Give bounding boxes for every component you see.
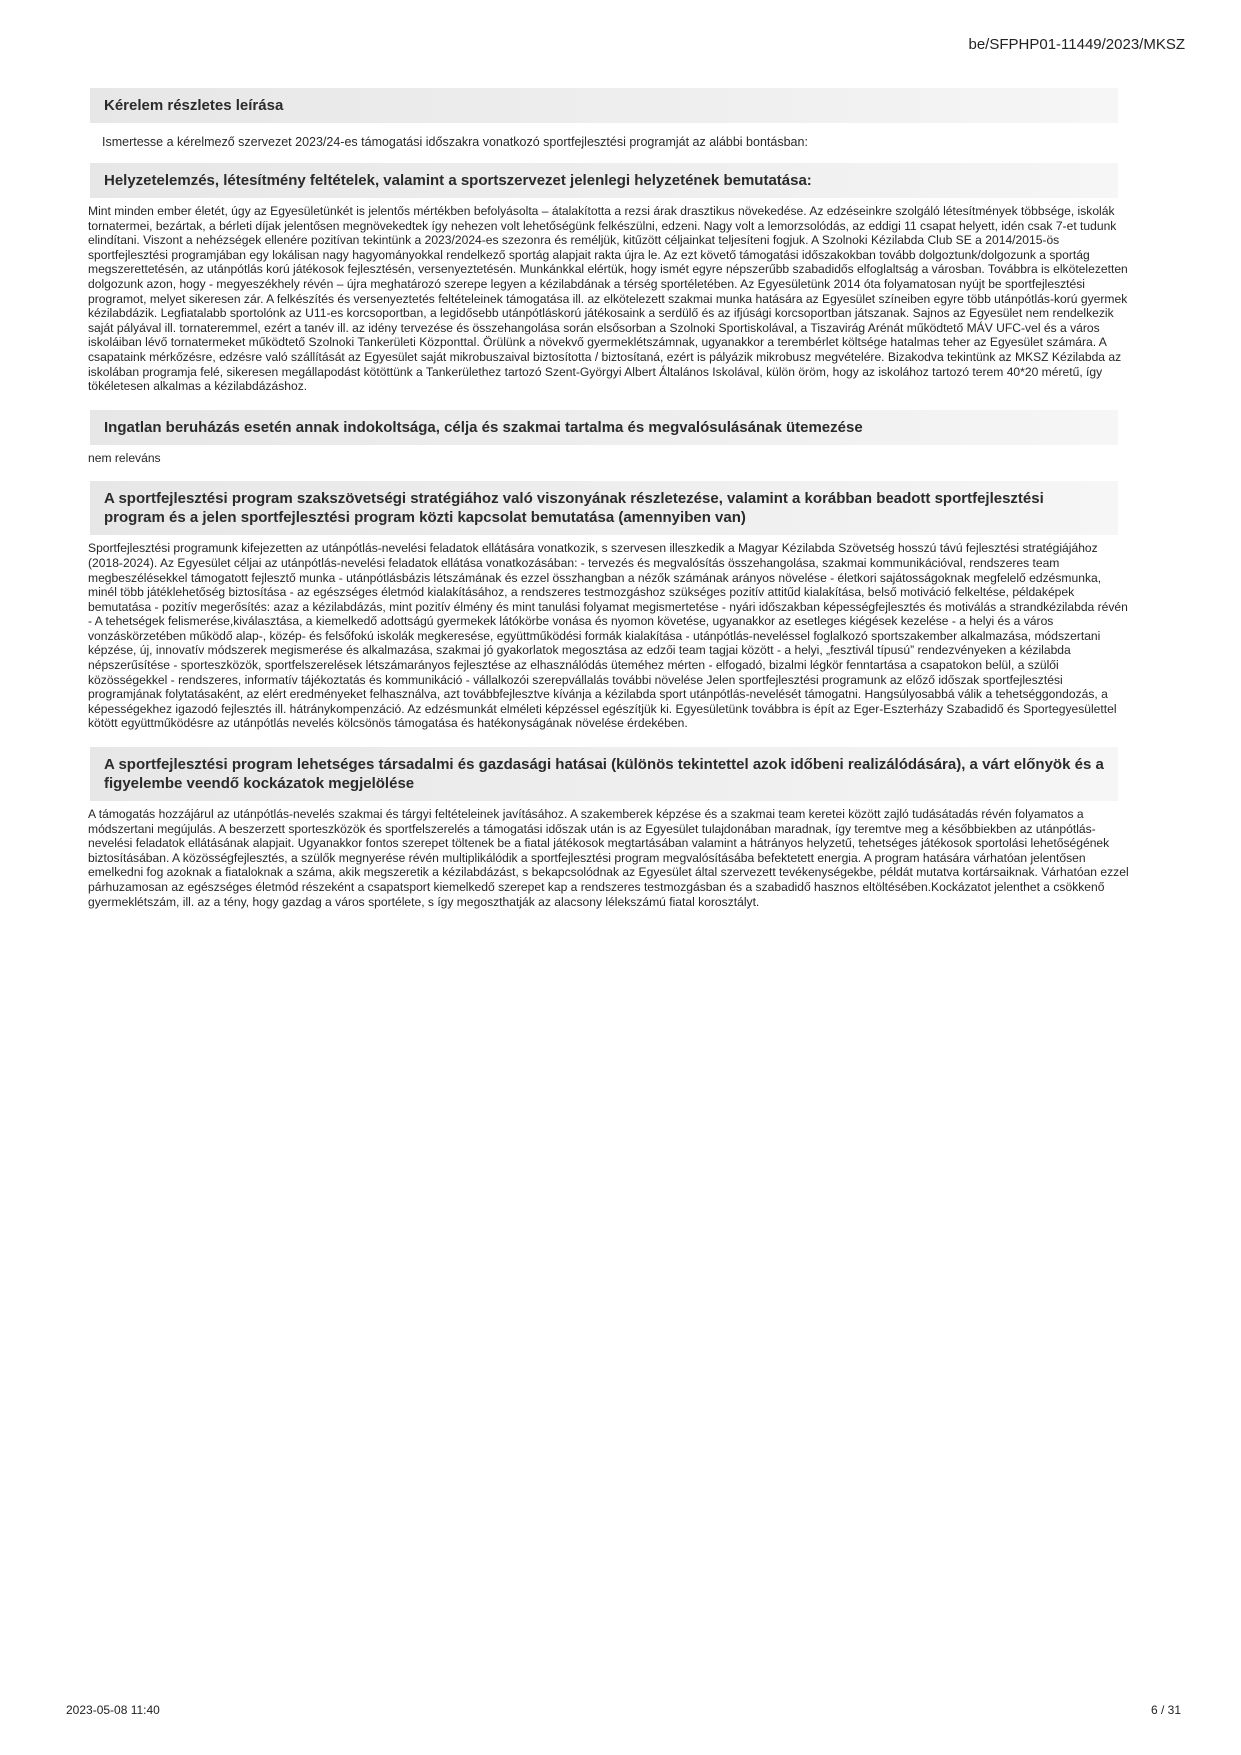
section-body-situation: Mint minden ember életét, úgy az Egyesületünkét is jelentős mértékben befolyásolta – átalakította a rezsi árak drasztikus növekedése. Az edzéseinkre szolgáló létesítmények többsége, iskolák tornatermei, bezártak, a bérleti díjak jelentősen megnövekedtek így nehezen volt lehetőségünk felkészülni, edzeni. Nagy volt a lemorzsolódás, az eddigi 11 csapat helyett, idén csak 7-et tudunk elindítani. Viszont a nehézségek ellenére pozitívan tekintünk a 2023/2024-es szezonra és reméljük, kitűzött céljainkat teljesíteni fogjuk. A Szolnoki Kézilabda Club SE a 2014/2015-ös sportfejlesztési programjában egy lokálisan nagy hagyományokkal rendelkező sportág alapjait rakta újra le. Az ezt követő támogatási időszakokban tovább dolgoztunk/dolgozunk a sportág megszerettetésén, az utánpótlás korú játékosok fejlesztésén, versenyeztetésén. Munkánkkal elértük, hogy ismét egyre népszerűbb szabadidős elfoglaltság a városban. Továbbra is elkötelezetten dolgozunk azon, hogy - megyeszékhely révén – újra meghatározó szerepe legyen a kézilabdának a térség sportéletében. Az Egyesületünk 2014 óta folyamatosan nyújt be sportfejlesztési programot, melyet sikeresen zár. A felkészítés és versenyeztetés feltételeinek támogatása ill. az elkötelezett szakmai munka hatására az Egyesület színeiben egyre több utánpótlás-korú gyermek kézilabdázik. Legfiatalabb sportolónk az U11-es korcsoportban, a legidősebb utánpótláskorú játékosaink a serdülő és az ifjúsági korcsoportban játszanak. Sajnos az Egyesület nem rendelkezik saját pályával ill. tornateremmel, ezért a tanév ill. az idény tervezése és összehangolása során elsősorban a Szolnoki Sportiskolával, a Tiszavirág Arénát működtető MÁV UFC-vel és a város iskoláiban lévő tornatermeket működtető Szolnoki Tankerületi Központtal. Örülünk a növekvő gyermeklétszámnak, ugyanakkor a terembérlet költsége hatalmas teher az Egyesület számára. A csapataink mérkőzésre, edzésre való szállítását az Egyesület saját mikrobuszaival biztosította / biztosítaná, ezért is pályázik mikrobusz megvételére. Bizakodva tekintünk az MKSZ Kézilabda az iskolában programja felé, sikeresen megállapodást kötöttünk a Tankerülethez tartozó Szent-Györgyi Albert Általános Iskolával, külön öröm, hogy az iskolához tartozó terem 40*20 méretű, így tökéletesen alkalmas a kézilabdázáshoz. xyxy=(88,204,1128,394)
intro-text: Ismertesse a kérelmező szervezet 2023/24-es támogatási időszakra vonatkozó sportfejlesztési programját az alábbi bontásban: xyxy=(102,135,808,149)
section-title-real-estate: Ingatlan beruházás esetén annak indokoltsága, célja és szakmai tartalma és megvalósulásának ütemezése xyxy=(90,410,1118,445)
main-section-title: Kérelem részletes leírása xyxy=(90,88,1118,123)
document-content xyxy=(88,88,1129,909)
section-body-impacts: A támogatás hozzájárul az utánpótlás-nevelés szakmai és tárgyi feltételeinek javításához. A szakemberek képzése és a szakmai team keretei között zajló tudásátadás révén folyamatos a módszertani megújulás. A beszerzett sporteszközök és sportfelszerelés a támogatási időszak után is az Egyesület tulajdonában maradnak, így teremtve meg a későbbiekben az utánpótlás-nevelési feladatok ellátásának alapjait. Ugyanakkor fontos szerepet töltenek be a fiatal játékosok megtartásában valamint a hátrányos helyzetű, tehetséges játékosok sportolási lehetőségének biztosításában. A közösségfejlesztés, a szülők megnyerése révén multiplikálódik a sportfejlesztési program megvalósításába befektetett energia. A program hatására várhatóan jelentősen emelkedni fog azoknak a fiataloknak a száma, akik megszeretik a kézilabdázást, s bekapcsolódnak az Egyesület által szervezett tevékenységekbe, példát mutatva kortársaiknak. Várhatóan ezzel párhuzamosan az egészséges életmód részeként a csapatsport kiemelkedő szerepet kap a rendszeres testmozgásban és a szabadidő hasznos eltöltésében.Kockázatot jelenthet a csökkenő gyermeklétszám, ill. az a tény, hogy gazdag a város sportélete, s így megoszthatják az alacsony lélekszámú fiatal korosztályt. xyxy=(88,807,1129,909)
footer-page-number: 6 / 31 xyxy=(1150,1703,1181,1717)
section-body-real-estate: nem releváns xyxy=(88,450,161,465)
section-title-situation: Helyzetelemzés, létesítmény feltételek, valamint a sportszervezet jelenlegi helyzetének bemutatása: xyxy=(90,163,1118,198)
footer-timestamp: 2023-05-08 11:40 xyxy=(66,1703,160,1717)
section-title-strategy: A sportfejlesztési program szakszövetségi stratégiához való viszonyának részletezése, valamint a korábban beadott sportfejlesztési program és a jelen sportfejlesztési program közti kapcsolat bemutatása (amennyiben van) xyxy=(90,481,1118,535)
section-title-impacts: A sportfejlesztési program lehetséges társadalmi és gazdasági hatásai (különös tekintettel azok időbeni realizálódására), a várt előnyök és a figyelembe veendő kockázatok megjelölése xyxy=(90,747,1118,801)
section-body-strategy: Sportfejlesztési programunk kifejezetten az utánpótlás-nevelési feladatok ellátására vonatkozik, s szervesen illeszkedik a Magyar Kézilabda Szövetség hosszú távú fejlesztési stratégiájához (2018-2024). Az Egyesület céljai az utánpótlás-nevelési feladatok ellátása vonatkozásában: - tervezés és megvalósítás összehangolása, szakmai kommunikációval, rendszeres team megbeszélésekkel támogatott fejlesztő munka - utánpótlásbázis létszámának és ezzel összhangban a nézők számának arányos növelése - életkori sajátosságoknak megfelelő edzésmunka, minél több játéklehetőség biztosítása - az egészséges életmód kialakításához, a rendszeres testmozgáshoz szükséges pozitív attitűd kialakítása, belső motiváció felkeltése, példaképek bemutatása - pozitív megerősítés: azaz a kézilabdázás, mint pozitív élmény és mint tanulási folyamat megismertetése - nyári időszakban képességfejlesztés és motiválás a strandkézilabda révén - A tehetségek felismerése,kiválasztása, a kiemelkedő adottságú gyermekek látókörbe vonása és nyomon követése, ugyanakkor az esetleges kiégések kezelése - a helyi és a város vonzáskörzetében működő alap-, közép- és felsőfokú iskolák megkeresése, együttműködési formák kialakítása - utánpótlás-neveléssel foglalkozó sportszakember alkalmazása, módszertani képzése, új, innovatív módszerek megismerése és alkalmazása, szakmai jó gyakorlatok megosztása az edzői team tagjai között - a helyi, „fesztivál típusú” rendezvényeken a kézilabda népszerűsítése - sporteszközök, sportfelszerelések létszámarányos fejlesztése az elhasználódás üteméhez mérten - elfogadó, bizalmi légkör fenntartása a csapatokon belül, a szülői közösségekkel - rendszeres, informatív tájékoztatás és kommunikáció - vállalkozói szerepvállalás további növelése Jelen sportfejlesztési programunk az előző időszak sportfejlesztési programjának folytatásaként, az elért eredményeket felhasználva, azt továbbfejlesztve kívánja a kézilabda sport utánpótlás-nevelését támogatni. Hangsúlyosabbá válik a tehetséggondozás, a képességekhez igazodó fejlesztés ill. hátránykompenzáció. Az edzésmunkát elméleti képzéssel egészítjük ki. Egyesületünk továbbra is épít az Eger-Eszterházy Szabadidő és Sportegyesülettel kötött együttműködésre az utánpótlás nevelés kölcsönös támogatása és hatékonyságának növelése érdekében. xyxy=(88,541,1128,731)
document-reference: be/SFPHP01-11449/2023/MKSZ xyxy=(968,36,1185,53)
